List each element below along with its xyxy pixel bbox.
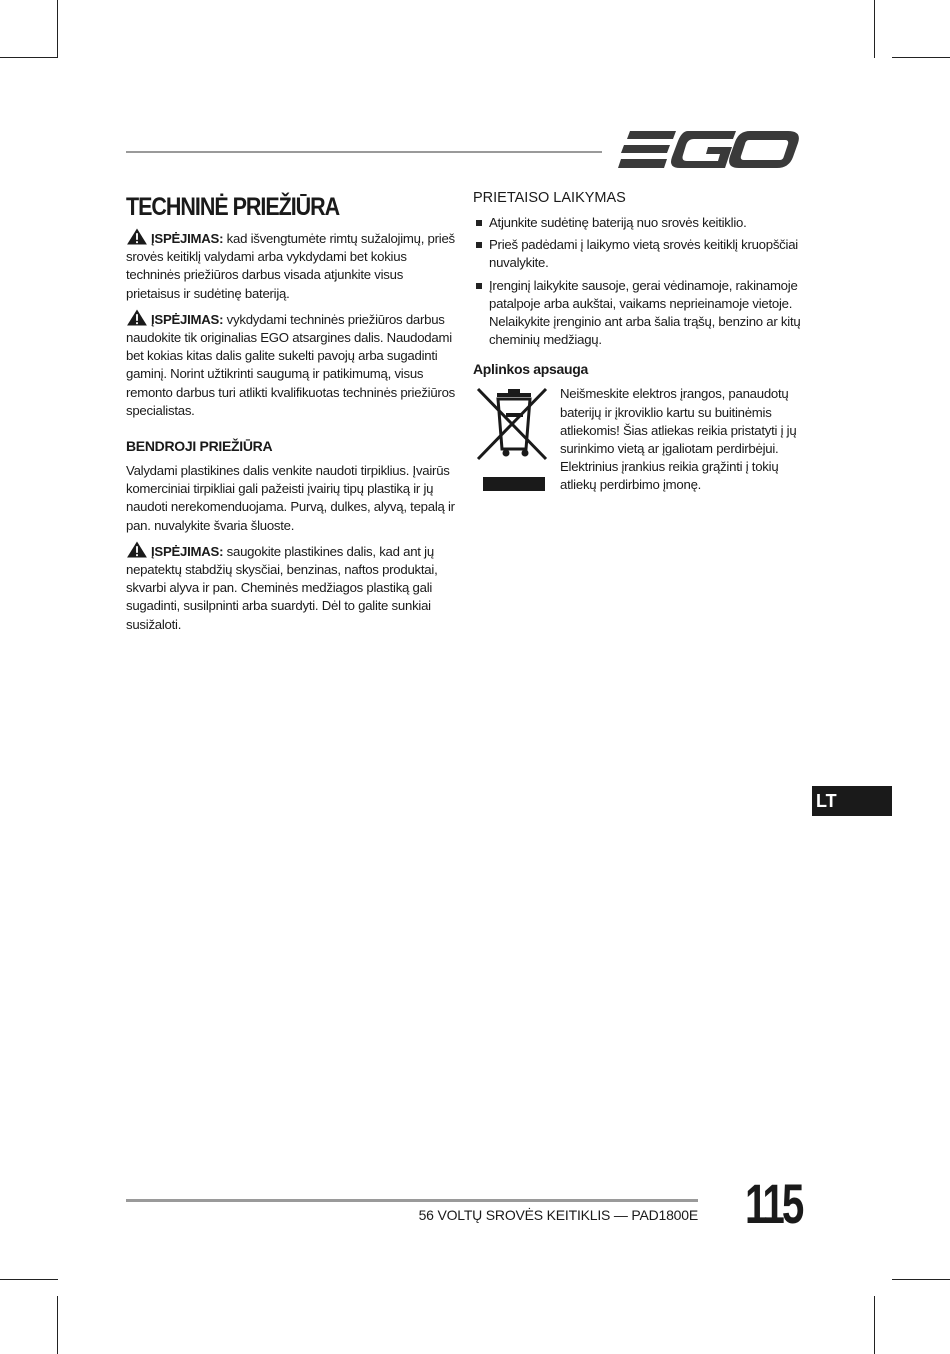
section-title-maintenance: TECHNINĖ PRIEŽIŪRA [126,193,340,221]
list-item-text: Atjunkite sudėtinę bateriją nuo srovės keitiklio. [489,215,747,230]
environment-text: Neišmeskite elektros įrangos, panaudotų baterijų ir įkroviklio kartu su buitinėmis atliekomis! Šias atliekas reikia pristatyti į jų surinkimo vietą ar įgaliotam perdirbėjui. Elektrinius įrankius reikia grąžinti į tokių atliekų perdirbimo įmonę. [560,386,797,493]
bullet-icon [476,242,482,248]
warning-paragraph [126,541,456,634]
warning-text: saugokite plastikines dalis, kad ant jų nepatektų stabdžių skysčiai, benzinas, naftos produktai, skvarbi alyva ir pan. Cheminės medžiagos plastiką gali sugadinti, susilpninti arba suardyti. Dėl to galite sunkiai susižaloti. [126,543,438,632]
crop-mark [57,1296,58,1354]
crop-mark [892,57,950,58]
warning-label: ĮSPĖJIMAS: [151,311,224,327]
environment-block [473,385,803,500]
list-item-text: Įrenginį laikykite sausoje, gerai vėdinamoje, rakinamoje patalpoje arba aukštai, vaikams neprieinamoje vietoje. Nelaikykite įrenginio ant arba šalia trąšų, benzino ar kitų cheminių medžiagų. [489,277,801,348]
list-item [473,236,803,272]
warning-paragraph [126,309,456,420]
language-tab: LT [812,786,892,816]
crop-mark [892,1279,950,1280]
warning-label: ĮSPĖJIMAS: [151,543,224,559]
right-column [473,188,803,501]
warning-paragraph [126,228,456,303]
bullet-icon [476,220,482,226]
warning-triangle-icon [126,228,148,245]
body-paragraph: Valydami plastikines dalis venkite naudoti tirpiklius. Įvairūs komerciniai tirpikliai gali pažeisti įvairių tipų plastiką ir jų naudoti nerekomenduojama. Purvą, dulkes, alyvą, tepalą ir pan. nuvalykite švaria šluoste. [126,463,455,533]
footer-rule [126,1199,698,1202]
crop-mark [0,1279,58,1280]
crop-mark [57,0,58,58]
crop-mark [874,0,875,58]
footer-title: 56 VOLTŲ SROVĖS KEITIKLIS — PAD1800E [418,1207,698,1223]
ego-logo [618,128,800,172]
warning-text: vykdydami techninės priežiūros darbus naudokite tik originalias EGO atsargines dalis. Naudodami bet kokias kitas dalis galite sukelti pavojų arba sugadinti gaminį. Norint užtikrinti saugumą ir patikimumą, visus remonto darbus turi atlikti kvalifikuotas techninės priežiūros specialistas. [126,311,455,418]
warning-triangle-icon [126,541,148,558]
bullet-icon [476,283,482,289]
storage-list [473,214,803,349]
section-title-storage: PRIETAISO LAIKYMAS [473,190,626,206]
warning-label: ĮSPĖJIMAS: [151,231,224,246]
section-title-general-maintenance: BENDROJI PRIEŽIŪRA [126,438,273,455]
left-column [126,188,456,640]
crop-mark [874,1296,875,1354]
crossed-out-wheelie-bin-icon [473,385,551,497]
section-title-environment: Aplinkos apsauga [473,361,589,378]
crop-mark [0,57,58,58]
warning-triangle-icon [126,309,148,326]
list-item [473,214,803,232]
list-item-text: Prieš padėdami į laikymo vietą srovės keitiklį kruopščiai nuvalykite. [489,237,798,271]
list-item [473,277,803,350]
header-rule [126,151,602,153]
page-number: 115 [745,1172,802,1235]
warning-text: kad išvengtumėte rimtų sužalojimų, prieš srovės keitiklį valydami arba vykdydami bet kokius techninės priežiūros darbus visada atjunkite visus prietaisus ir sudėtinę bateriją. [126,231,455,301]
